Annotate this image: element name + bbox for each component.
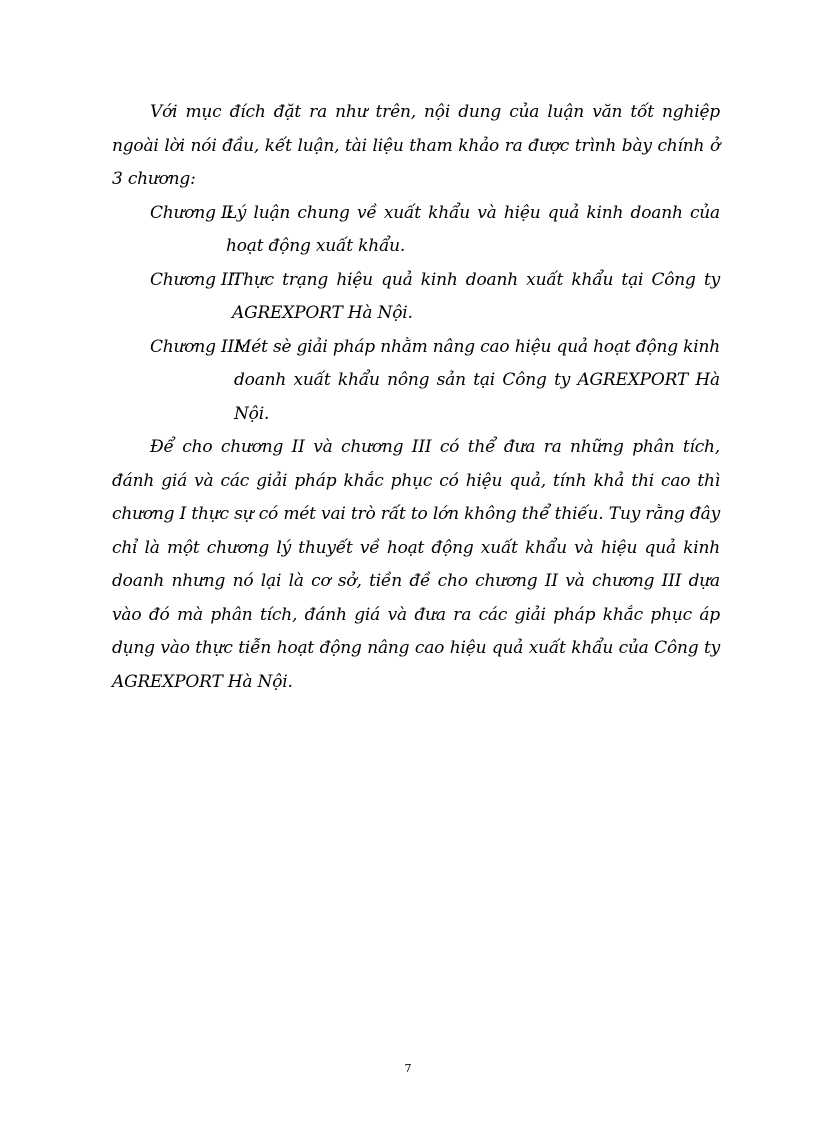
chapter-label: Chương I: (150, 202, 234, 223)
intro-paragraph: Với mục đích đặt ra như trên, nội dung của luận văn tốt nghiệp ngoài lời nói đầu, kết luận, tài liệu tham khảo ra được trình bày chính ở 3 chương: (112, 102, 720, 189)
chapter-description: Mét sè giải pháp nhằm nâng cao hiệu quả hoạt động kinh doanh xuất khẩu nông sản tại Công ty AGREXPORT Hà Nội. (234, 336, 720, 424)
chapter-description: Thực trạng hiệu quả kinh doanh xuất khẩu tại Công ty AGREXPORT Hà Nội. (232, 269, 720, 323)
chapter-description: Lý luận chung về xuất khẩu và hiệu quả kinh doanh của hoạt động xuất khẩu. (226, 202, 720, 256)
page-number: 7 (404, 1062, 412, 1075)
chapter-item-1 (112, 197, 720, 264)
chapter-item-3 (112, 331, 720, 432)
closing-paragraph: Để cho chương II và chương III có thể đưa ra những phân tích, đánh giá và các giải pháp khắc phục có hiệu quả, tính khả thi cao thì chương I thực sự có mét vai trò rất to lớn không thể thiếu. Tuy rằng đây chỉ là một chương lý thuyết về hoạt động xuất khẩu và hiệu quả kinh doanh nhưng nó lại là cơ sở, tiền đề cho chương II và chương III dựa vào đó mà phân tích, đánh giá và đưa ra các giải pháp khắc phục áp dụng vào thực tiễn hoạt động nâng cao hiệu quả xuất khẩu của Công ty AGREXPORT Hà Nội. (112, 437, 720, 692)
chapter-label: Chương II: (150, 269, 240, 290)
body-text (112, 96, 720, 699)
chapter-item-2 (112, 264, 720, 331)
chapter-label: Chương III: (150, 336, 247, 357)
